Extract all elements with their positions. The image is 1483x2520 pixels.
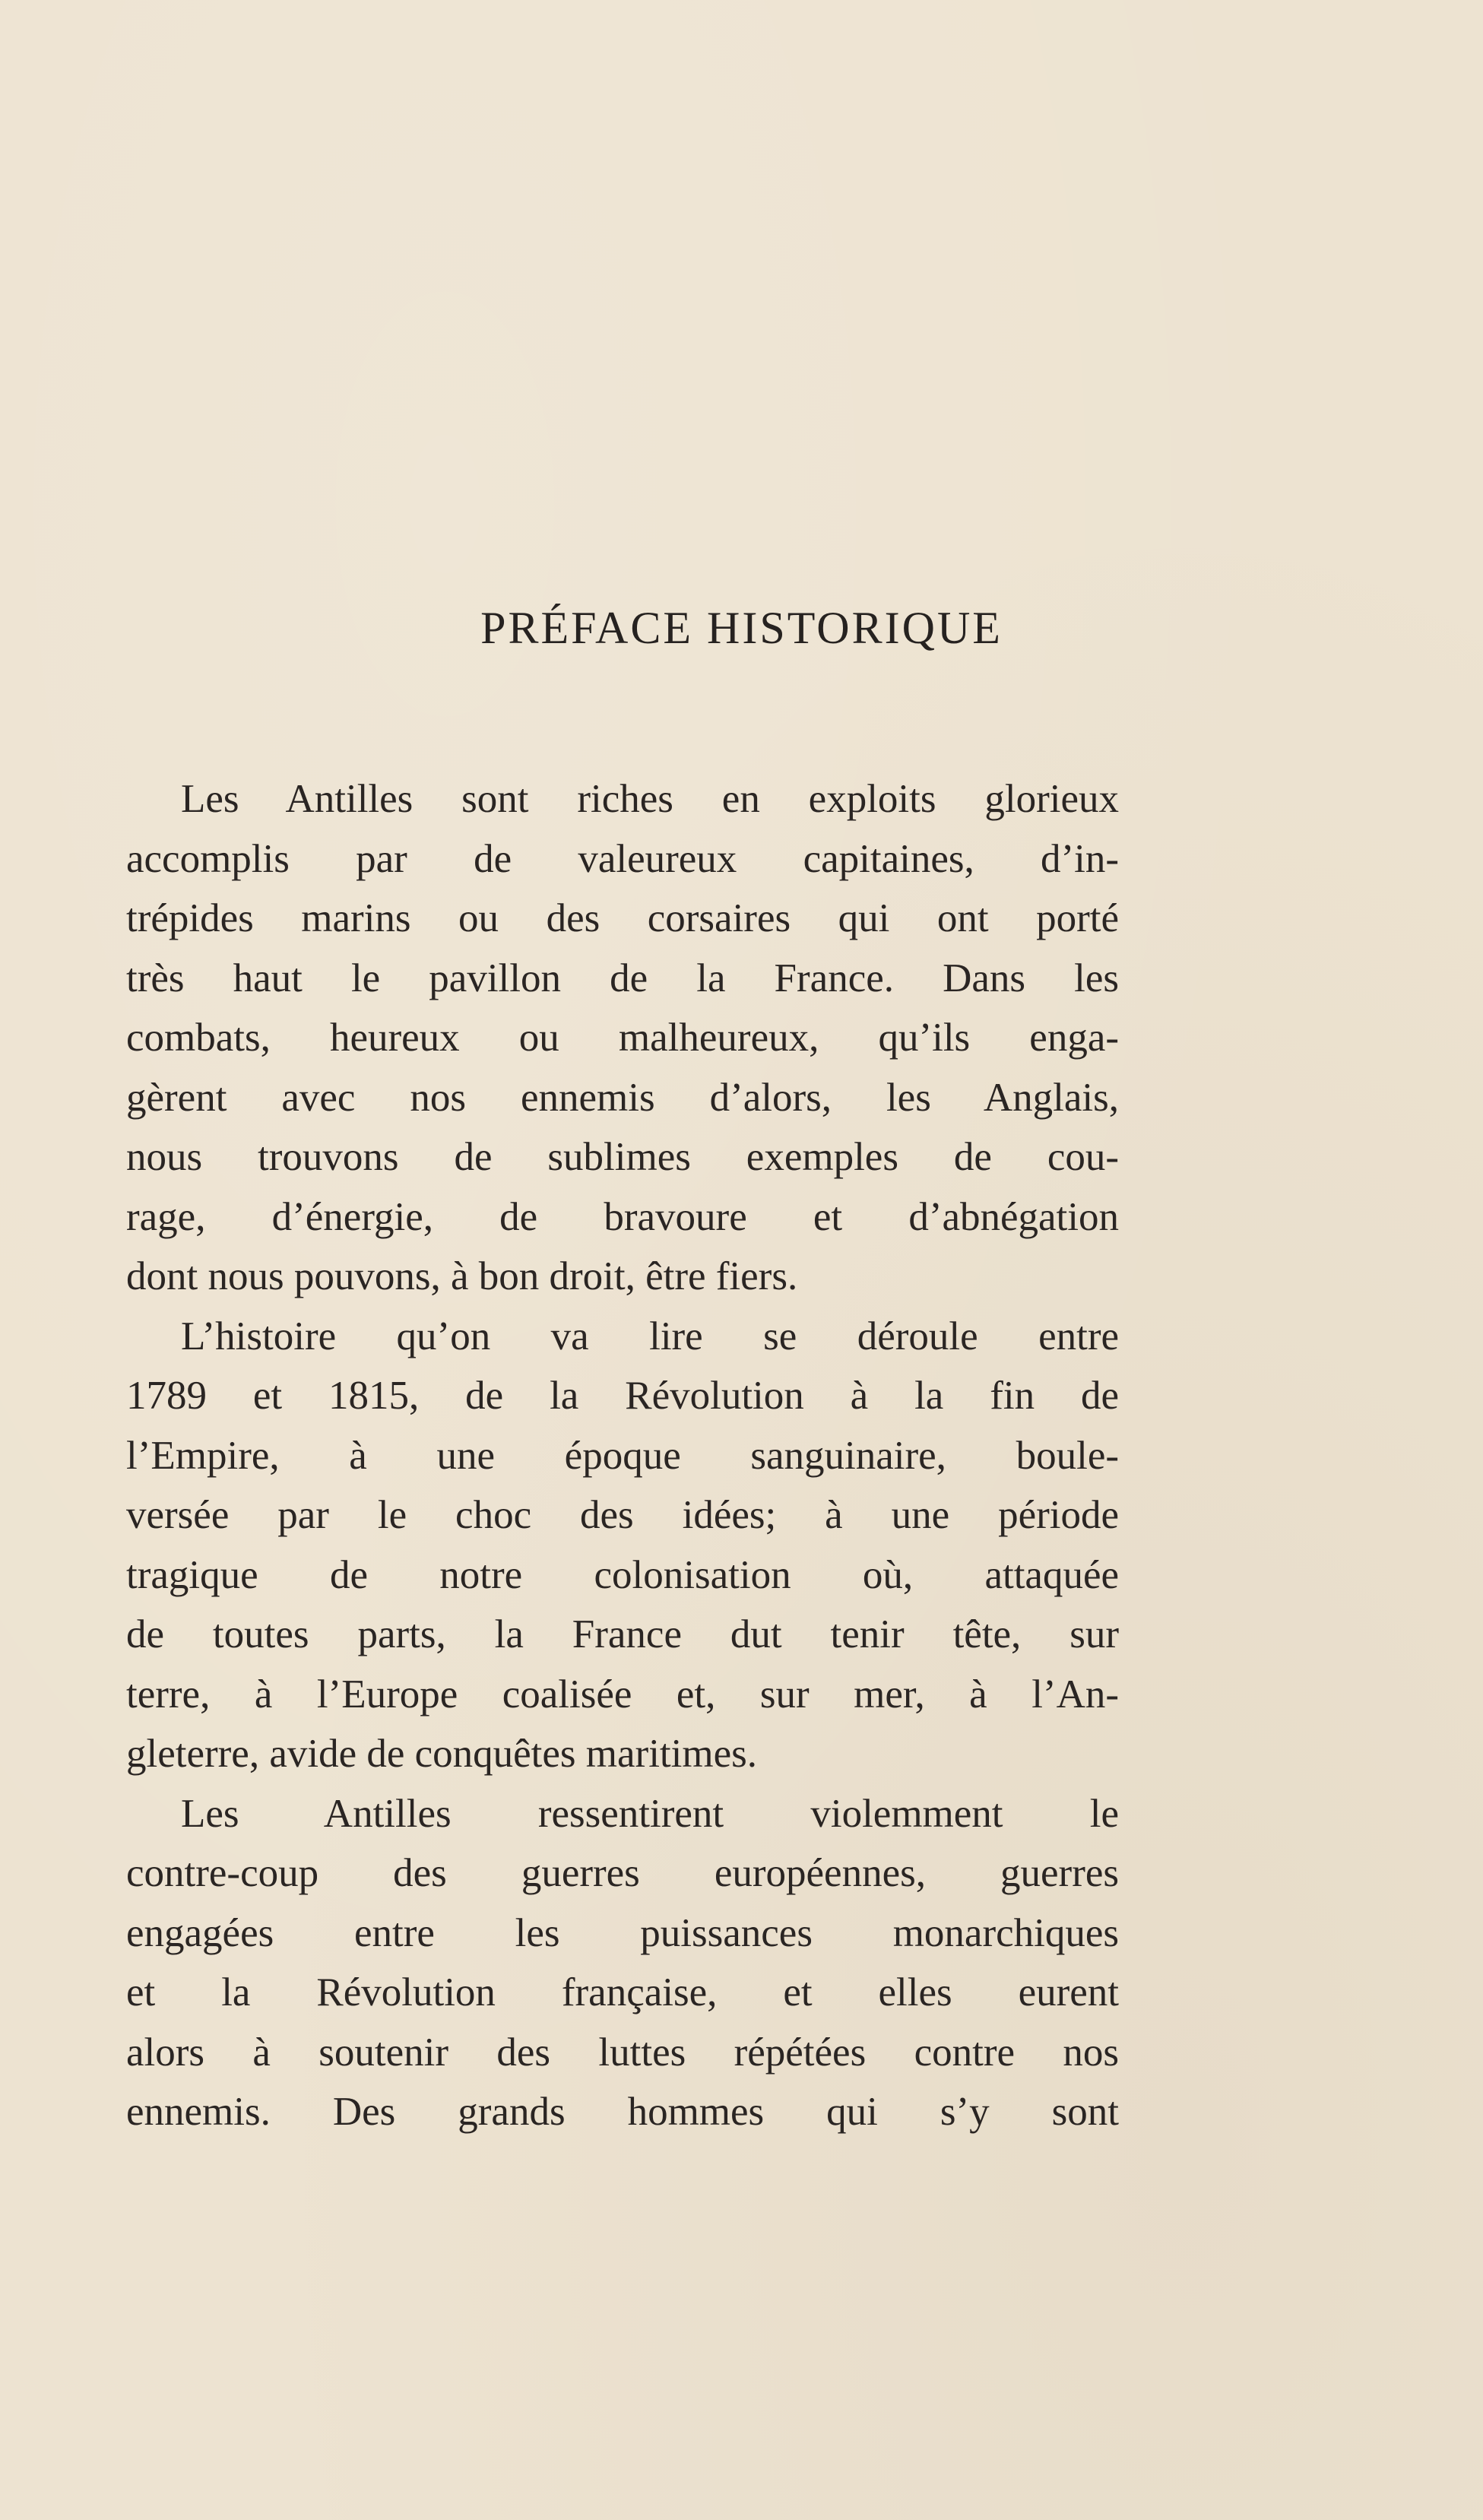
text-line: Les Antilles sont riches en exploits glorieux xyxy=(181,777,1119,821)
text-line: gèrent avec nos ennemis d’alors, les Anglais, xyxy=(126,1075,1119,1120)
text-line: engagées entre les puissances monarchiques xyxy=(126,1910,1119,1955)
text-line: dont nous pouvons, à bon droit, être fiers. xyxy=(126,1254,798,1298)
text-line: rage, d’énergie, de bravoure et d’abnégation xyxy=(126,1194,1119,1239)
text-line: combats, heureux ou malheureux, qu’ils enga- xyxy=(126,1016,1119,1060)
text-line: très haut le pavillon de la France. Dans les xyxy=(126,956,1119,1000)
text-line: et la Révolution française, et elles eurent xyxy=(126,1970,1119,2014)
text-line: trépides marins ou des corsaires qui ont porté xyxy=(126,896,1119,940)
text-line: 1789 et 1815, de la Révolution à la fin de xyxy=(126,1374,1119,1418)
text-line: accomplis par de valeureux capitaines, d’in- xyxy=(126,836,1119,881)
text-line: versée par le choc des idées; à une période xyxy=(126,1493,1119,1537)
text-line: contre-coup des guerres européennes, guerres xyxy=(126,1851,1119,1895)
text-line: L’histoire qu’on va lire se déroule entre xyxy=(181,1314,1119,1358)
text-line: nous trouvons de sublimes exemples de cou- xyxy=(126,1135,1119,1179)
text-line: tragique de notre colonisation où, attaquée xyxy=(126,1552,1119,1597)
text-line: l’Empire, à une époque sanguinaire, boule- xyxy=(126,1433,1119,1478)
text-line: Les Antilles ressentirent violemment le xyxy=(181,1791,1119,1836)
text-line: alors à soutenir des luttes répétées contre nos xyxy=(126,2030,1119,2075)
text-line: ennemis. Des grands hommes qui s’y sont xyxy=(126,2090,1119,2134)
text-line: gleterre, avide de conquêtes maritimes. xyxy=(126,1732,757,1776)
text-line: de toutes parts, la France dut tenir tête, sur xyxy=(126,1612,1119,1656)
text-line: terre, à l’Europe coalisée et, sur mer, à l’An- xyxy=(126,1672,1119,1716)
page-title: PRÉFACE HISTORIQUE xyxy=(480,603,1003,653)
preface-text xyxy=(126,769,1119,2142)
